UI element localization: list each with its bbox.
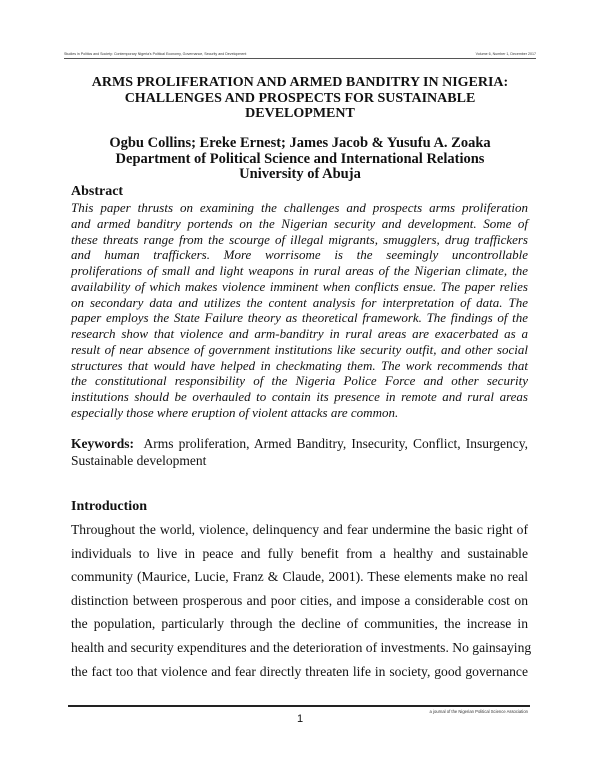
text-line: research show that violence and arm-banditry in rural areas are exacerbated as a (71, 326, 528, 341)
authors: Ogbu Collins; Ereke Ernest; James Jacob & Yusufu A. Zoaka (109, 135, 491, 151)
page-number: 1 (296, 713, 304, 725)
text-line: and human traffickers. More worrisome is the seemingly uncontrollable (71, 247, 528, 263)
text-line: and armed banditry portends on the Nigerian security and development. Some of (71, 215, 528, 231)
text-line: on secondary data and utilizes the content analysis for interpretation of data. The (71, 294, 528, 310)
text-line: the fact too that violence and fear directly threaten life in society, good governance (71, 663, 528, 679)
keywords-line-2: Sustainable development (71, 453, 207, 468)
text-line: community (Maurice, Lucie, Franz & Claude, 2001). These elements make no real (71, 569, 528, 585)
running-header-right: Volume 6, Number 1, December 2017 (475, 52, 536, 56)
keywords-line (71, 435, 528, 452)
text-line: institutions should be overhauled to contain its presence in remote and rural areas (71, 389, 528, 404)
keywords-label: Keywords: (71, 436, 134, 451)
text-line: Throughout the world, violence, delinquency and fear undermine the basic right of (71, 522, 528, 537)
footer-rule (68, 705, 530, 707)
running-header (64, 52, 536, 56)
keywords-text: Arms proliferation, Armed Banditry, Insecurity, Conflict, Insurgency, (143, 436, 528, 451)
text-line: availability of which makes violence imminent when conflicts ensue. The paper relies (71, 278, 528, 294)
running-header-left: Studies in Politics and Society: Contemporary Nigeria's Political Economy, Governance, Security and Development (64, 52, 247, 56)
introduction-heading: Introduction (71, 499, 147, 514)
text-line: health and security expenditures and the deterioration of investments. No gainsaying (71, 640, 532, 655)
text-line: especially those where eruption of violent attacks are common. (71, 404, 399, 420)
text-line: structures that would have helped in checkmating them. The work recommends that (71, 357, 528, 373)
footer-journal: a journal of the Nigerian Political Science Association (429, 709, 528, 714)
text-line: proliferations of small and light weapons in rural areas of the Nigerian climate, the (71, 263, 528, 278)
text-line: individuals to live in peace and fully benefit from a healthy and sustainable (71, 545, 528, 561)
text-line: the constitutional responsibility of the Nigeria Police Force and other security (71, 373, 528, 389)
text-line: these threats range from the scourge of illegal migrants, smugglers, drug traffickers (71, 231, 528, 247)
department: Department of Political Science and International Relations (115, 150, 485, 167)
title-line: DEVELOPMENT (245, 106, 355, 121)
title-line: CHALLENGES AND PROSPECTS FOR SUSTAINABLE (124, 90, 476, 106)
text-line: This paper thrusts on examining the challenges and prospects arms proliferation (71, 200, 528, 215)
text-line: paper employs the State Failure theory as theoretical framework. The findings of the (71, 310, 528, 326)
abstract-heading: Abstract (71, 184, 124, 199)
title-line: ARMS PROLIFERATION AND ARMED BANDITRY IN NIGERIA: (91, 75, 509, 90)
text-line: the population, particularly through the decline of communities, the increase in (71, 616, 528, 632)
author-block (0, 136, 600, 183)
header-rule (64, 58, 536, 59)
text-line: distinction between prosperous and poor cities, and impose a considerable cost on (71, 592, 528, 608)
university: University of Abuja (239, 166, 361, 183)
text-line: result of near absence of government institutions like security outfit, and other social (71, 341, 528, 357)
paper-title (0, 75, 600, 122)
